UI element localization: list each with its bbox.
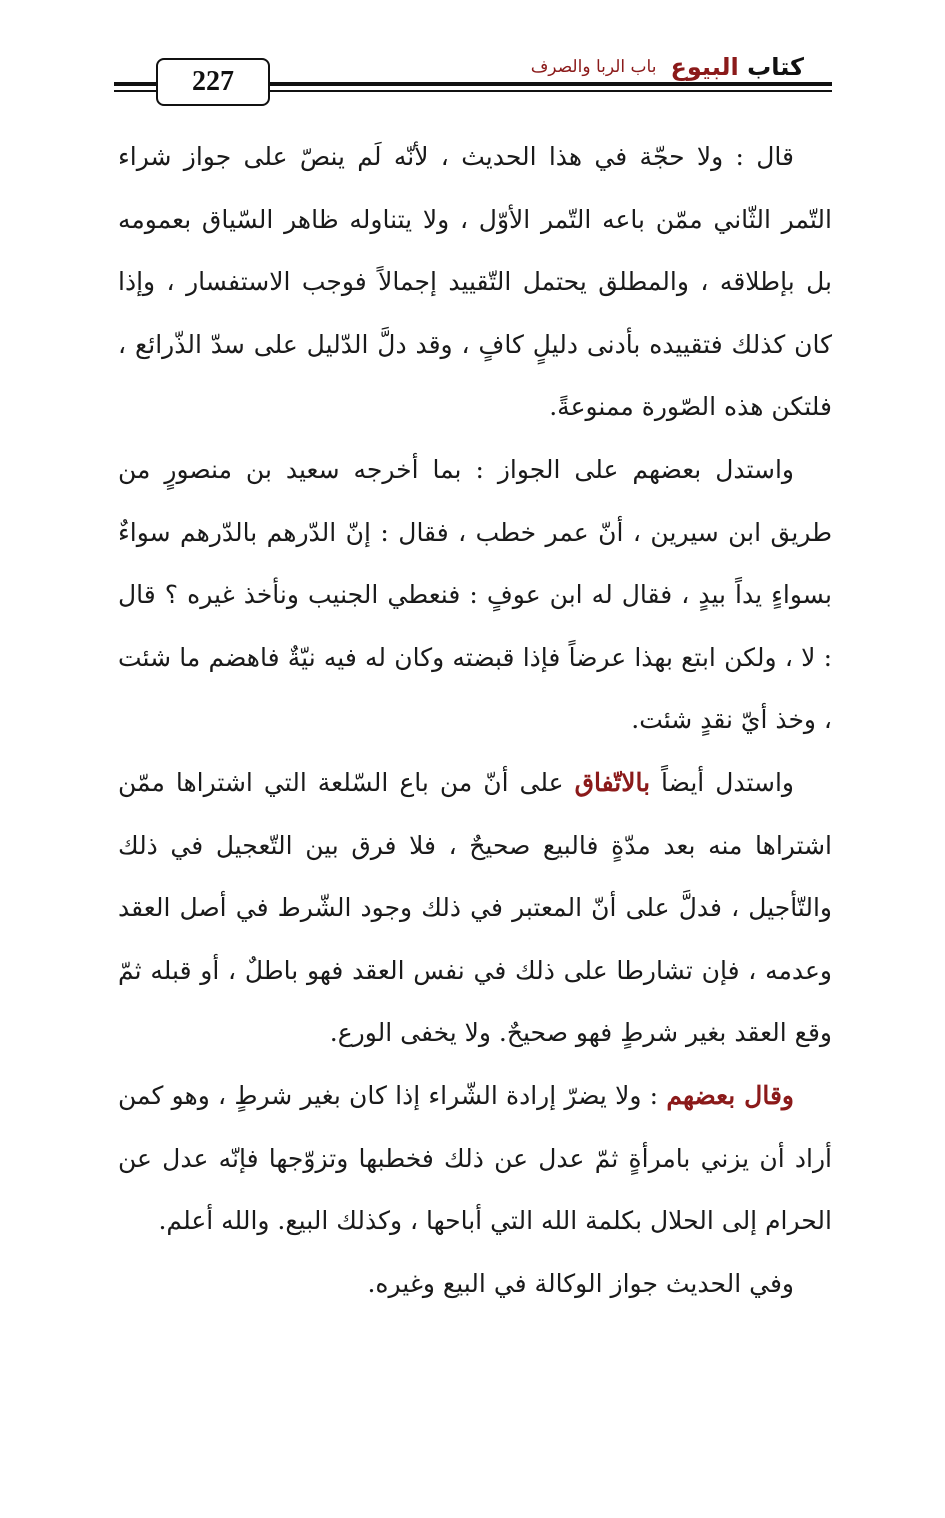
chapter-title: باب الربا والصرف <box>530 57 657 77</box>
highlighted-term: وقال بعضهم <box>666 1080 794 1110</box>
book-title <box>670 53 804 81</box>
paragraph: وفي الحديث جواز الوكالة في البيع وغيره. <box>367 1268 794 1298</box>
header-titles <box>525 52 810 82</box>
page-number: 227 <box>156 58 270 106</box>
book-title-prefix: كتاب <box>747 53 804 81</box>
paragraph-text: : ولا يضرّ إرادة الشّراء إذا كان بغير شرطٍ ، وهو كمن أراد أن يزني بامرأةٍ ثمّ عدل عن ذلك فخطبها وتزوّجها فإنّه عدل عن الحرام إلى الحلال بكلمة الله التي أباحها ، وكذلك البيع. والله أعلم. <box>118 1080 832 1236</box>
book-title-accent: البيوع <box>670 53 739 81</box>
paragraph: قال : ولا حجّة في هذا الحديث ، لأنّه لَم ينصّ على جواز شراء التّمر الثّاني ممّن باعه التّمر الأوّل ، ولا يتناوله ظاهر السّياق بعمومه بل بإطلاقه ، والمطلق يحتمل التّقييد إجمالاً فوجب الاستفسار ، وإذا كان كذلك فتقييده بأدنى دليلٍ كافٍ ، وقد دلَّ الدّليل على سدّ الذّرائع ، فلتكن هذه الصّورة ممنوعةً. <box>118 142 832 422</box>
paragraph <box>118 1065 832 1253</box>
page-body <box>118 126 832 1315</box>
highlighted-term: بالاتّفاق <box>574 767 651 797</box>
paragraph <box>118 752 832 1065</box>
page-header <box>114 52 832 104</box>
paragraph-text: واستدل أيضاً <box>650 767 795 797</box>
paragraph: واستدل بعضهم على الجواز : بما أخرجه سعيد بن منصورٍ من طريق ابن سيرين ، أنّ عمر خطب ، فقال : إنّ الدّرهم بالدّرهم سواءٌ بسواءٍ يداً بيدٍ ، فقال له ابن عوفٍ : فنعطي الجنيب ونأخذ غيره ؟ قال : لا ، ولكن ابتع بهذا عرضاً فإذا قبضته وكان له فيه نيّةٌ فاهضم ما شئت ، وخذ أيّ نقدٍ شئت. <box>118 454 832 735</box>
paragraph-text: على أنّ من باع السّلعة التي اشتراها ممّن اشتراها منه بعد مدّةٍ فالبيع صحيحٌ ، فلا فرق بين التّعجيل في ذلك والتّأجيل ، فدلَّ على أنّ المعتبر في ذلك وجود الشّرط في أصل العقد وعدمه ، فإن تشارطا على ذلك في نفس العقد فهو باطلٌ ، أو قبله ثمّ وقع العقد بغير شرطٍ فهو صحيحٌ. ولا يخفى الورع. <box>118 767 832 1048</box>
